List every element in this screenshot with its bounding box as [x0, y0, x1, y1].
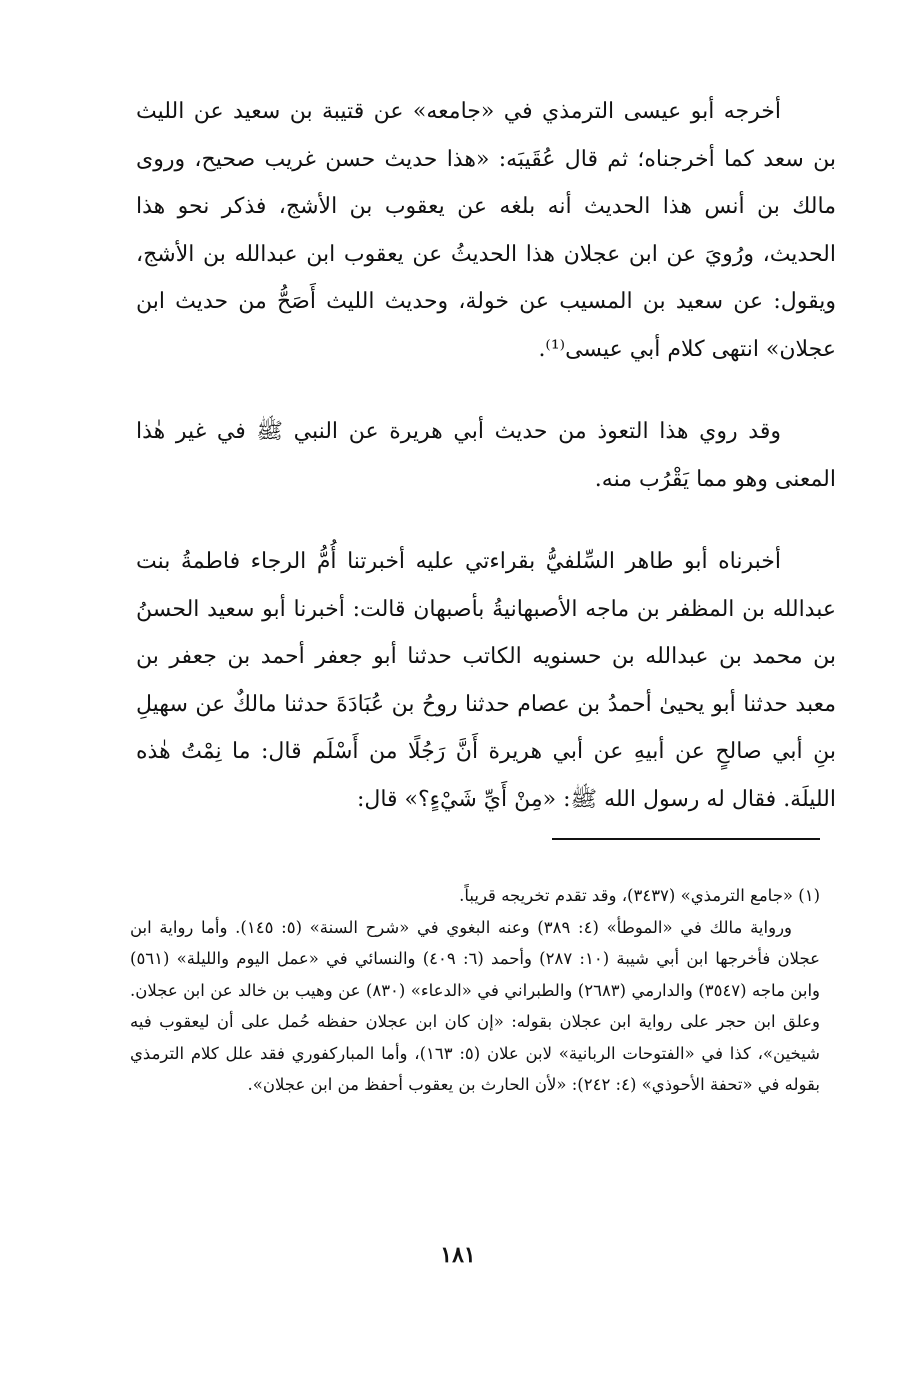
footnotes-block: [130, 880, 820, 1101]
page-number: ١٨١: [440, 1242, 476, 1268]
paragraph-isnad: أخبرناه أبو طاهر السِّلفيُّ بقراءتي عليه أخبرتنا أُمُّ الرجاء فاطمةُ بنت عبدالله بن المظفر بن ماجه الأصبهانيةُ بأصبهان قالت: أخبرنا أبو سعيد الحسنُ بن محمد بن عبدالله بن حسنويه الكاتب حدثنا أبو جعفر أحمد بن جعفر بن معبد حدثنا أبو يحيىٰ أحمدُ بن عصام حدثنا روحُ بن عُبَادَةَ حدثنا مالكٌ عن سهيلِ بنِ أبي صالحٍ عن أبيهِ عن أبي هريرة أَنَّ رَجُلًا من أَسْلَم قال: ما نِمْتُ هٰذه الليلَة. فقال له رسول الله ﷺ: «مِنْ أَيِّ شَيْءٍ؟» قال:: [136, 549, 836, 812]
paragraph-tirmidhi-takhrij: أخرجه أبو عيسى الترمذي في «جامعه» عن قتيبة بن سعيد عن الليث بن سعد كما أخرجناه؛ ثم قال عُقَيبَه: «هذا حديث حسن غريب صحيح، وروى مالك بن أنس هذا الحديث أنه بلغه عن يعقوب بن الأشج، فذكر نحو هذا الحديث، ورُويَ عن ابن عجلان هذا الحديثُ عن يعقوب ابن عبدالله بن الأشج، ويقول: عن سعيد بن المسيب عن خولة، وحديث الليث أَصَحُّ من حديث ابن عجلان» انتهى كلام أبي عيسى⁽¹⁾.: [136, 99, 836, 362]
footnote-1: (١) «جامع الترمذي» (٣٤٣٧)، وقد تقدم تخريجه قريباً.: [459, 886, 820, 905]
paragraph-other-narration: وقد روي هذا التعوذ من حديث أبي هريرة عن النبي ﷺ في غير هٰذا المعنى وهو مما يَقْرُب منه.: [136, 419, 836, 492]
main-text-block: [136, 88, 836, 823]
footnote-divider: [552, 838, 820, 840]
footnote-1-continuation: ورواية مالك في «الموطأ» (٤: ٣٨٩) وعنه البغوي في «شرح السنة» (٥: ١٤٥). وأما رواية ابن عجلان فأخرجها ابن أبي شيبة (١٠: ٢٨٧) وأحمد (٦: ٤٠٩) والنسائي في «عمل اليوم والليلة» (٥٦١) وابن ماجه (٣٥٤٧) والدارمي (٢٦٨٣) والطبراني في «الدعاء» (٨٣٠) عن وهيب بن خالد عن ابن عجلان. وعلق ابن حجر على رواية ابن عجلان بقوله: «إن كان ابن عجلان حفظه حُمل على أن ليعقوب فيه شيخين»، كذا في «الفتوحات الربانية» لابن علان (٥: ١٦٣)، وأما المباركفوري فقد علل كلام الترمذي بقوله في «تحفة الأحوذي» (٤: ٢٤٢): «لأن الحارث بن يعقوب أحفظ من ابن عجلان».: [130, 917, 821, 1094]
